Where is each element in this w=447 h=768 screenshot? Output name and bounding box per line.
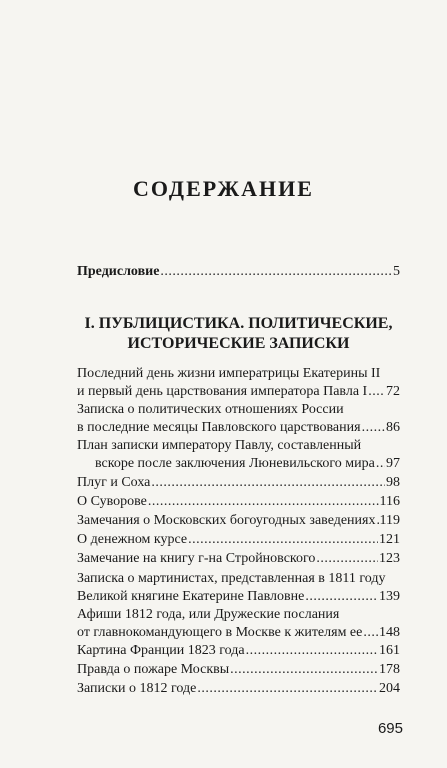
- toc-entry-page: 204: [379, 681, 400, 696]
- toc-entry-page: 123: [379, 551, 400, 566]
- toc-entry-page: 121: [379, 532, 400, 547]
- toc-entry-title-line1: Афиши 1812 года, или Дружеские послания: [77, 607, 340, 622]
- toc-entry: [77, 642, 400, 660]
- toc-entry-page: 178: [379, 662, 400, 677]
- toc-entry-title: Записки о 1812 годе: [77, 681, 197, 696]
- toc-entry-title: Картина Франции 1823 года: [77, 643, 245, 658]
- toc-entry: [77, 606, 400, 641]
- toc-entry: [77, 365, 400, 400]
- leader-dots: [148, 493, 379, 511]
- leader-dots: [188, 531, 378, 549]
- toc-entry-title: Правда о пожаре Москвы: [77, 662, 230, 677]
- toc-entry-preface: [77, 263, 400, 281]
- toc-entry-title-line1: Записка о политических отношениях России: [77, 402, 344, 417]
- toc-entry: [77, 474, 400, 492]
- leader-dots: [230, 661, 378, 679]
- toc-entry-page: 5: [393, 264, 400, 279]
- toc-entry-title-line2: Великой княгине Екатерине Павловне: [77, 588, 305, 604]
- toc-entry-title-line1: Записка о мартинистах, представленная в 1811 году: [77, 571, 386, 586]
- page-number: 695: [377, 720, 403, 737]
- section-heading: I. ПУБЛИЦИСТИКА. ПОЛИТИЧЕСКИЕ, ИСТОРИЧЕСКИЕ ЗАПИСКИ: [84, 315, 393, 352]
- leader-dots: [160, 263, 392, 281]
- leader-dots: [363, 624, 378, 642]
- toc-entry-page: 148: [379, 624, 400, 640]
- toc-entry-page: 116: [379, 494, 400, 509]
- toc-entry-title-line2: в последние месяцы Павловского царствования: [77, 419, 361, 435]
- toc-entry: [77, 570, 400, 605]
- toc-entry-page: 119: [379, 513, 400, 528]
- toc-entry: [77, 680, 400, 698]
- toc-entry-page: 86: [386, 419, 400, 435]
- toc-entry-title: Предисловие: [77, 264, 160, 279]
- toc-entry: [77, 401, 400, 436]
- leader-dots: [197, 680, 378, 698]
- toc-entry: [77, 512, 400, 530]
- toc-entry-page: 72: [386, 383, 400, 399]
- leader-dots: [151, 474, 385, 492]
- toc-entry-page: 139: [379, 588, 400, 604]
- toc-entry-title-line2: от главнокомандующего в Москве к жителям ее: [77, 624, 363, 640]
- leader-dots: [376, 512, 378, 530]
- leader-dots: [316, 550, 378, 568]
- toc-entry-title: О денежном курсе: [77, 532, 188, 547]
- toc-entry-title-line2: и первый день царствования императора Павла I: [77, 383, 368, 399]
- toc-entry-title-line2: вскоре после заключения Люневильского мира: [95, 455, 375, 471]
- toc-entry: [77, 550, 400, 568]
- toc-entry: [77, 531, 400, 549]
- toc-entry-title-line1: Последний день жизни императрицы Екатерины II: [77, 366, 381, 381]
- toc-entry-title: Плуг и Соха: [77, 475, 151, 490]
- toc-entry: [77, 661, 400, 679]
- toc-entry-page: 161: [379, 643, 400, 658]
- toc-entry-title: Замечание на книгу г-на Стройновского: [77, 551, 316, 566]
- leader-dots: [246, 642, 378, 660]
- toc-entry: [77, 437, 400, 472]
- toc-entry-title: Замечания о Московских богоугодных заведениях: [77, 513, 376, 528]
- page-title: СОДЕРЖАНИЕ: [133, 176, 314, 201]
- toc-entry: [77, 493, 400, 511]
- leader-dots: [376, 455, 385, 473]
- leader-dots: [368, 383, 385, 401]
- leader-dots: [362, 419, 385, 437]
- toc-entry-page: 98: [386, 475, 400, 490]
- toc-entry-title: О Суворове: [77, 494, 147, 509]
- leader-dots: [305, 588, 378, 606]
- toc-entry-page: 97: [386, 455, 400, 471]
- toc-entry-title-line1: План записки императору Павлу, составленный: [77, 438, 362, 453]
